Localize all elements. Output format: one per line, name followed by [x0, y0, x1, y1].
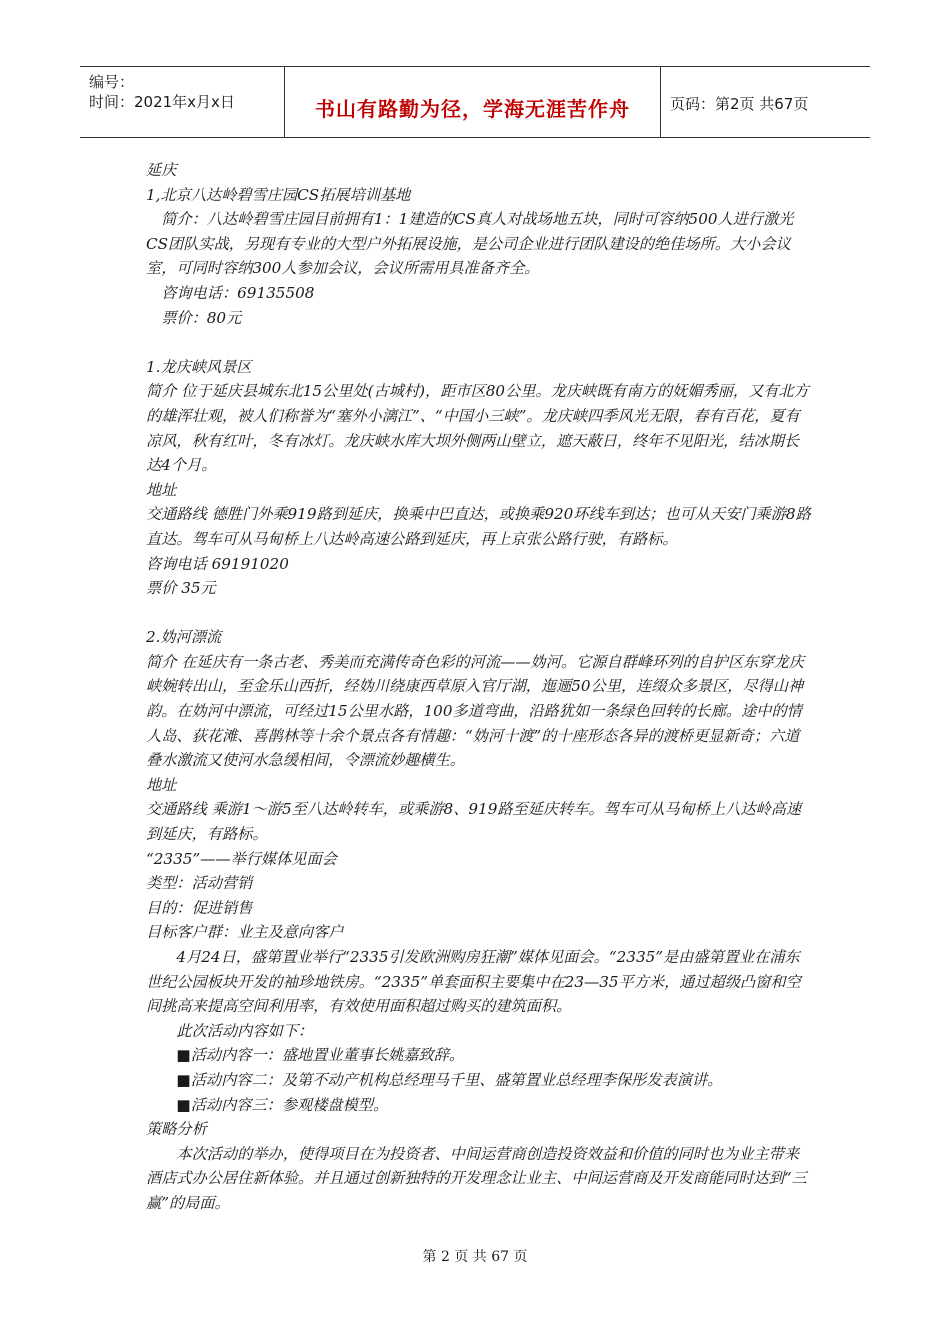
- blank-line: [146, 330, 814, 355]
- list-item: ■活动内容二：及第不动产机构总经理马千里、盛第置业总经理李保彤发表演讲。: [176, 1070, 723, 1089]
- paragraph: 简介 在延庆有一条古老、秀美而充满传奇色彩的河流——妫河。它源自群峰环列的自护区东穿龙庆峡婉转出山，至金乐山西折，经妫川绕康西草原入官厅湖，迤逦50公里，连缀众多景区，尽得山神韵。在妫河中漂流，可经过15公里水路，100多道弯曲，沿路犹如一条绿色回转的长廊。途中的情人岛、荻花滩、喜鹊林等十余个景点各有情趣：“妫河十渡”的十座形态各异的渡桥更显新奇；六道叠水激流又使河水急缓相间，令漂流妙趣横生。: [146, 652, 804, 770]
- field-line: 目的：促进销售: [146, 898, 253, 917]
- list-item: ■活动内容一：盛地置业董事长姚嘉致辞。: [176, 1046, 465, 1065]
- list-item: ■活动内容三：参观楼盘模型。: [176, 1095, 389, 1114]
- header-motto-cell: [285, 67, 661, 137]
- blank-line: [146, 601, 814, 626]
- paragraph: 简介：八达岭碧雪庄园目前拥有1：1建造的CS真人对战场地五块，同时可容纳500人进行激光CS团队实战，另现有专业的大型户外拓展设施，是公司企业进行团队建设的绝佳场所。大小会议室，可同时容纳300人参加会议，会议所需用具准备齐全。: [146, 210, 794, 278]
- date-line: 时间：2021年x月x日: [89, 93, 235, 111]
- region-title: 延庆: [146, 161, 177, 179]
- page-footer: 第 2 页 共 67 页: [422, 1249, 528, 1265]
- paragraph: 4月24日，盛第置业举行“2335引发欧洲购房狂潮”媒体见面会。“2335”是由盛第置业在浦东世纪公园板块开发的袖珍地铁房。“2335”单套面积主要集中在23—35平方米，通过超级凸窗和空间挑高来提高空间利用率，有效使用面积超过购买的建筑面积。: [146, 948, 801, 1016]
- field-line: 目标客户群：业主及意向客户: [146, 923, 344, 942]
- section-title: 1,北京八达岭碧雪庄园CS拓展培训基地: [146, 185, 411, 204]
- phone-line: 咨询电话 69191020: [146, 554, 289, 573]
- header-page-cell: [661, 67, 870, 137]
- address-label: 地址: [146, 480, 177, 499]
- address-label: 地址: [146, 775, 177, 794]
- paragraph: 本次活动的举办，使得项目在为投资者、中间运营商创造投资效益和价值的同时也为业主带来酒店式办公居住新体验。并且通过创新独特的开发理念让业主、中间运营商及开发商能同时达到“三赢”的局面。: [146, 1144, 807, 1212]
- document-body: [146, 158, 814, 1216]
- field-line: 类型：活动营销: [146, 874, 253, 893]
- section-title: 1.龙庆峡风景区: [146, 357, 252, 376]
- phone-line: 咨询电话：69135508: [161, 283, 315, 302]
- page-header: [80, 66, 870, 138]
- paragraph: 简介 位于延庆县城东北15公里处(古城村)，距市区80公里。龙庆峡既有南方的妩媚秀丽，又有北方的雄浑壮观，被人们称誉为“塞外小漓江”、“中国小三峡”。龙庆峡四季风光无限，春有百花，夏有凉风，秋有红叶，冬有冰灯。龙庆峡水库大坝外侧两山壁立，遮天蔽日，终年不见阳光，结冰期长达4个月。: [146, 382, 809, 475]
- price-line: 票价：80元: [161, 308, 242, 327]
- paragraph: 此次活动内容如下：: [176, 1021, 314, 1040]
- paragraph: 交通路线 乘游1～游5至八达岭转车，或乘游8、919路至延庆转车。驾车可从马甸桥上八达岭高速到延庆，有路标。: [146, 800, 802, 844]
- section-title: 2.妫河漂流: [146, 628, 222, 647]
- section-title: “2335”——举行媒体见面会: [146, 849, 337, 868]
- header-meta: [80, 67, 285, 137]
- section-title: 策略分析: [146, 1120, 207, 1139]
- motto: 书山有路勤为径，学海无涯苦作舟: [315, 97, 630, 121]
- price-line: 票价 35元: [146, 579, 216, 598]
- page-info: 页码：第2页 共67页: [670, 95, 809, 113]
- paragraph: 交通路线 德胜门外乘919路到延庆，换乘中巴直达，或换乘920环线车到达；也可从天安门乘游8路直达。驾车可从马甸桥上八达岭高速公路到延庆，再上京张公路行驶，有路标。: [146, 505, 811, 548]
- number-label: 编号：: [89, 73, 135, 91]
